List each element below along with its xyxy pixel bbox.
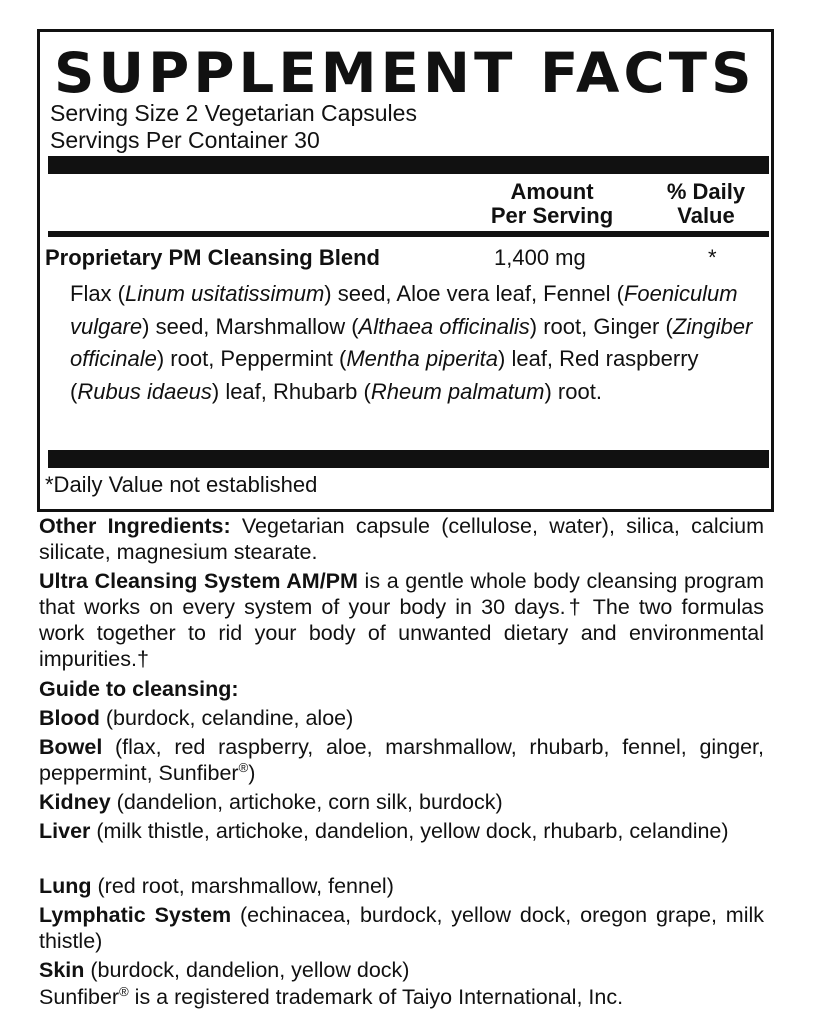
blend-daily-value: *: [708, 245, 717, 270]
daily-value-header-line1: % Daily: [666, 179, 746, 204]
guide-item-label: Liver: [39, 819, 91, 843]
amount-header-line1: Amount: [510, 179, 594, 204]
guide-item: [39, 789, 764, 815]
guide-item-text: (burdock, dandelion, yellow dock): [84, 958, 410, 982]
daily-value-header-line2: Value: [677, 203, 735, 228]
blend-name: Proprietary PM Cleansing Blend: [45, 245, 380, 270]
amount-header-line2: Per Serving: [490, 203, 614, 228]
guide-item-text: (dandelion, artichoke, corn silk, burdock): [110, 790, 503, 814]
guide-item-text: (burdock, celandine, aloe): [99, 706, 354, 730]
guide-item-label: Blood: [39, 706, 100, 730]
botanical-name: Rubus idaeus: [77, 378, 212, 404]
guide-item-text: (echinacea, burdock, yellow dock, oregon grape, milk thistle): [39, 903, 764, 953]
ingredient-text: ) root.: [544, 378, 602, 404]
guide-item: [39, 902, 764, 954]
supplement-facts-panel: [37, 29, 774, 512]
trademark-symbol: ®: [119, 983, 129, 999]
header-divider: [48, 231, 769, 237]
guide-item-text: (flax, red raspberry, aloe, marshmallow, rhubarb, fennel, ginger, peppermint, Sunfiber: [39, 735, 764, 785]
ingredient-text: Flax (: [70, 281, 125, 306]
daily-value-footnote: *Daily Value not established: [45, 472, 318, 497]
ingredient-text: ) root, Peppermint (: [156, 346, 347, 371]
thick-divider-bottom: [48, 450, 769, 468]
ingredient-text: ) leaf, Rhubarb (: [211, 378, 371, 404]
guide-item: [39, 818, 764, 844]
guide-item-text: (milk thistle, artichoke, dandelion, yellow dock, rhubarb, celandine): [90, 819, 729, 843]
guide-item: [39, 957, 764, 983]
blend-amount: 1,400 mg: [494, 245, 586, 270]
guide-title: Guide to cleansing:: [39, 677, 239, 701]
other-ingredients: [39, 513, 764, 565]
trademark-note: [39, 984, 764, 1010]
panel-title: SUPPLEMENT FACTS: [54, 41, 756, 105]
daily-value-header: [648, 180, 764, 228]
botanical-name: Linum usitatissimum: [125, 281, 325, 306]
system-description: [39, 568, 764, 672]
serving-size: Serving Size 2 Vegetarian Capsules: [50, 100, 417, 126]
guide-item-label: Lymphatic System: [39, 903, 232, 927]
guide-item-label: Lung: [39, 874, 92, 898]
trademark-brand: Sunfiber: [39, 985, 120, 1009]
guide-item-label: Kidney: [39, 790, 111, 814]
guide-item-label: Skin: [39, 958, 85, 982]
guide-item: [39, 705, 764, 731]
ingredient-text: ) root, Ginger (: [529, 313, 673, 339]
other-ingredients-text: Vegetarian capsule (cellulose, water), silica, calcium silicate, magnesium stearate.: [39, 514, 764, 564]
registered-mark: ®: [238, 759, 249, 775]
botanical-name: Mentha piperita: [346, 346, 499, 371]
guide-item-label: Bowel: [39, 735, 103, 759]
botanical-name: Zingiber officinale: [70, 313, 753, 371]
guide-item-text-end: ): [248, 761, 256, 785]
botanical-name: Foeniculum vulgare: [70, 281, 738, 339]
system-text: is a gentle whole body cleansing program that works on every system of your body in 30 days.† The two formulas work together to rid your body of unwanted dietary and environmental impurities.†: [39, 569, 765, 671]
guide-item: [39, 873, 764, 899]
ingredient-text: ) leaf, Red raspberry (: [70, 346, 699, 404]
system-label: Ultra Cleansing System AM/PM: [39, 569, 358, 593]
amount-header: [472, 180, 632, 228]
ingredient-text: ) seed, Aloe vera leaf, Fennel (: [324, 281, 624, 306]
botanical-name: Rheum palmatum: [370, 378, 545, 404]
servings-per-container: Servings Per Container 30: [50, 127, 320, 153]
botanical-name: Althaea officinalis: [358, 313, 530, 339]
guide-item: [39, 734, 764, 786]
guide-item-text: (red root, marshmallow, fennel): [91, 874, 394, 898]
ingredient-text: ) seed, Marshmallow (: [142, 313, 359, 339]
thick-divider: [48, 156, 769, 174]
other-ingredients-label: Other Ingredients:: [39, 514, 231, 538]
blend-ingredients: [70, 278, 760, 408]
trademark-text: is a registered trademark of Taiyo International, Inc.: [128, 985, 624, 1009]
